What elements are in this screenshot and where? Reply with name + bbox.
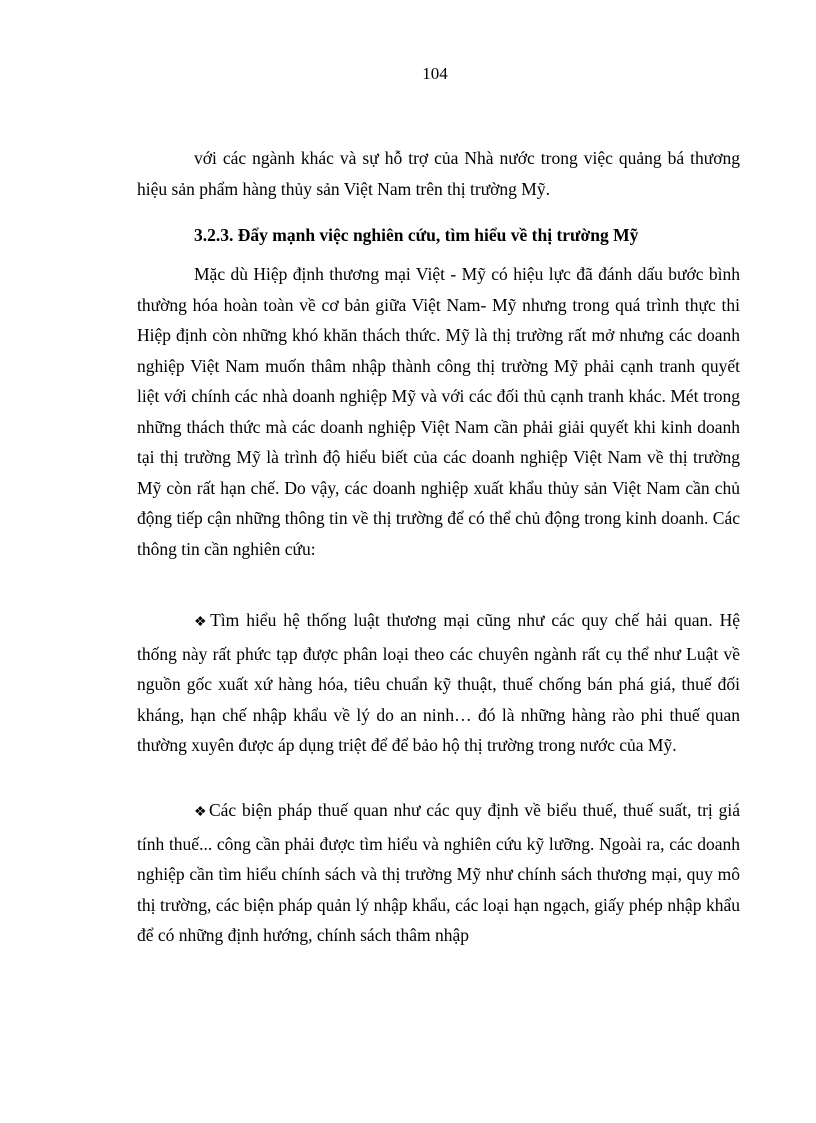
diamond-bullet-icon: ❖ (194, 615, 210, 630)
bullet-text: Các biện pháp thuế quan như các quy định về biểu thuế, thuế suất, trị giá tính thuế... công cần phải được tìm hiểu và nghiên cứu kỹ lưỡng. Ngoài ra, các doanh nghiệp cần tìm hiểu chính sách và thị trường Mỹ như chính sách thương mại, quy mô thị trường, các biện pháp quản lý nhập khẩu, các loại hạn ngạch, giấy phép nhập khẩu để có những định hướng, chính sách thâm nhập (137, 800, 740, 945)
paragraph-intro (137, 259, 740, 564)
bullet-item-1 (137, 605, 740, 761)
paragraph-continuation (137, 143, 740, 204)
paragraph-text: Mặc dù Hiệp định thương mại Việt - Mỹ có hiệu lực đã đánh dấu bước bình thường hóa hoàn toàn về cơ bản giữa Việt Nam- Mỹ nhưng trong quá trình thực thi Hiệp định còn những khó khăn thách thức. Mỹ là thị trường rất mở nhưng các doanh nghiệp Việt Nam muốn thâm nhập thành công thị trường Mỹ phải cạnh tranh quyết liệt với chính các nhà doanh nghiệp Mỹ và với các đối thủ cạnh tranh khác. Mét trong những thách thức mà các doanh nghiệp Việt Nam cần phải giải quyết khi kinh doanh tại thị trường Mỹ là trình độ hiểu biết của các doanh nghiệp Việt Nam về thị trường Mỹ còn rất hạn chế. Do vậy, các doanh nghiệp xuất khẩu thủy sản Việt Nam cần chủ động tiếp cận những thông tin về thị trường để có thể chủ động trong kinh doanh. Các thông tin cần nghiên cứu: (137, 264, 740, 559)
page-number: 104 (422, 64, 448, 83)
paragraph-text: với các ngành khác và sự hỗ trợ của Nhà nước trong việc quảng bá thương hiệu sản phẩm hàng thủy sản Việt Nam trên thị trường Mỹ. (137, 148, 740, 199)
bullet-item-2 (137, 795, 740, 951)
bullet-text: Tìm hiểu hệ thống luật thương mại cũng như các quy chế hải quan. Hệ thống này rất phức tạp được phân loại theo các chuyên ngành rất cụ thể như Luật về nguồn gốc xuất xứ hàng hóa, tiêu chuẩn kỹ thuật, thuế chống bán phá giá, thuế đối kháng, hạn chế nhập khẩu về lý do an ninh… đó là những hàng rào phi thuế quan thường xuyên được áp dụng triệt để để bảo hộ thị trường trong nước của Mỹ. (137, 610, 740, 755)
diamond-bullet-icon: ❖ (194, 805, 208, 820)
section-heading: 3.2.3. Đẩy mạnh việc nghiên cứu, tìm hiểu về thị trường Mỹ (194, 225, 639, 245)
